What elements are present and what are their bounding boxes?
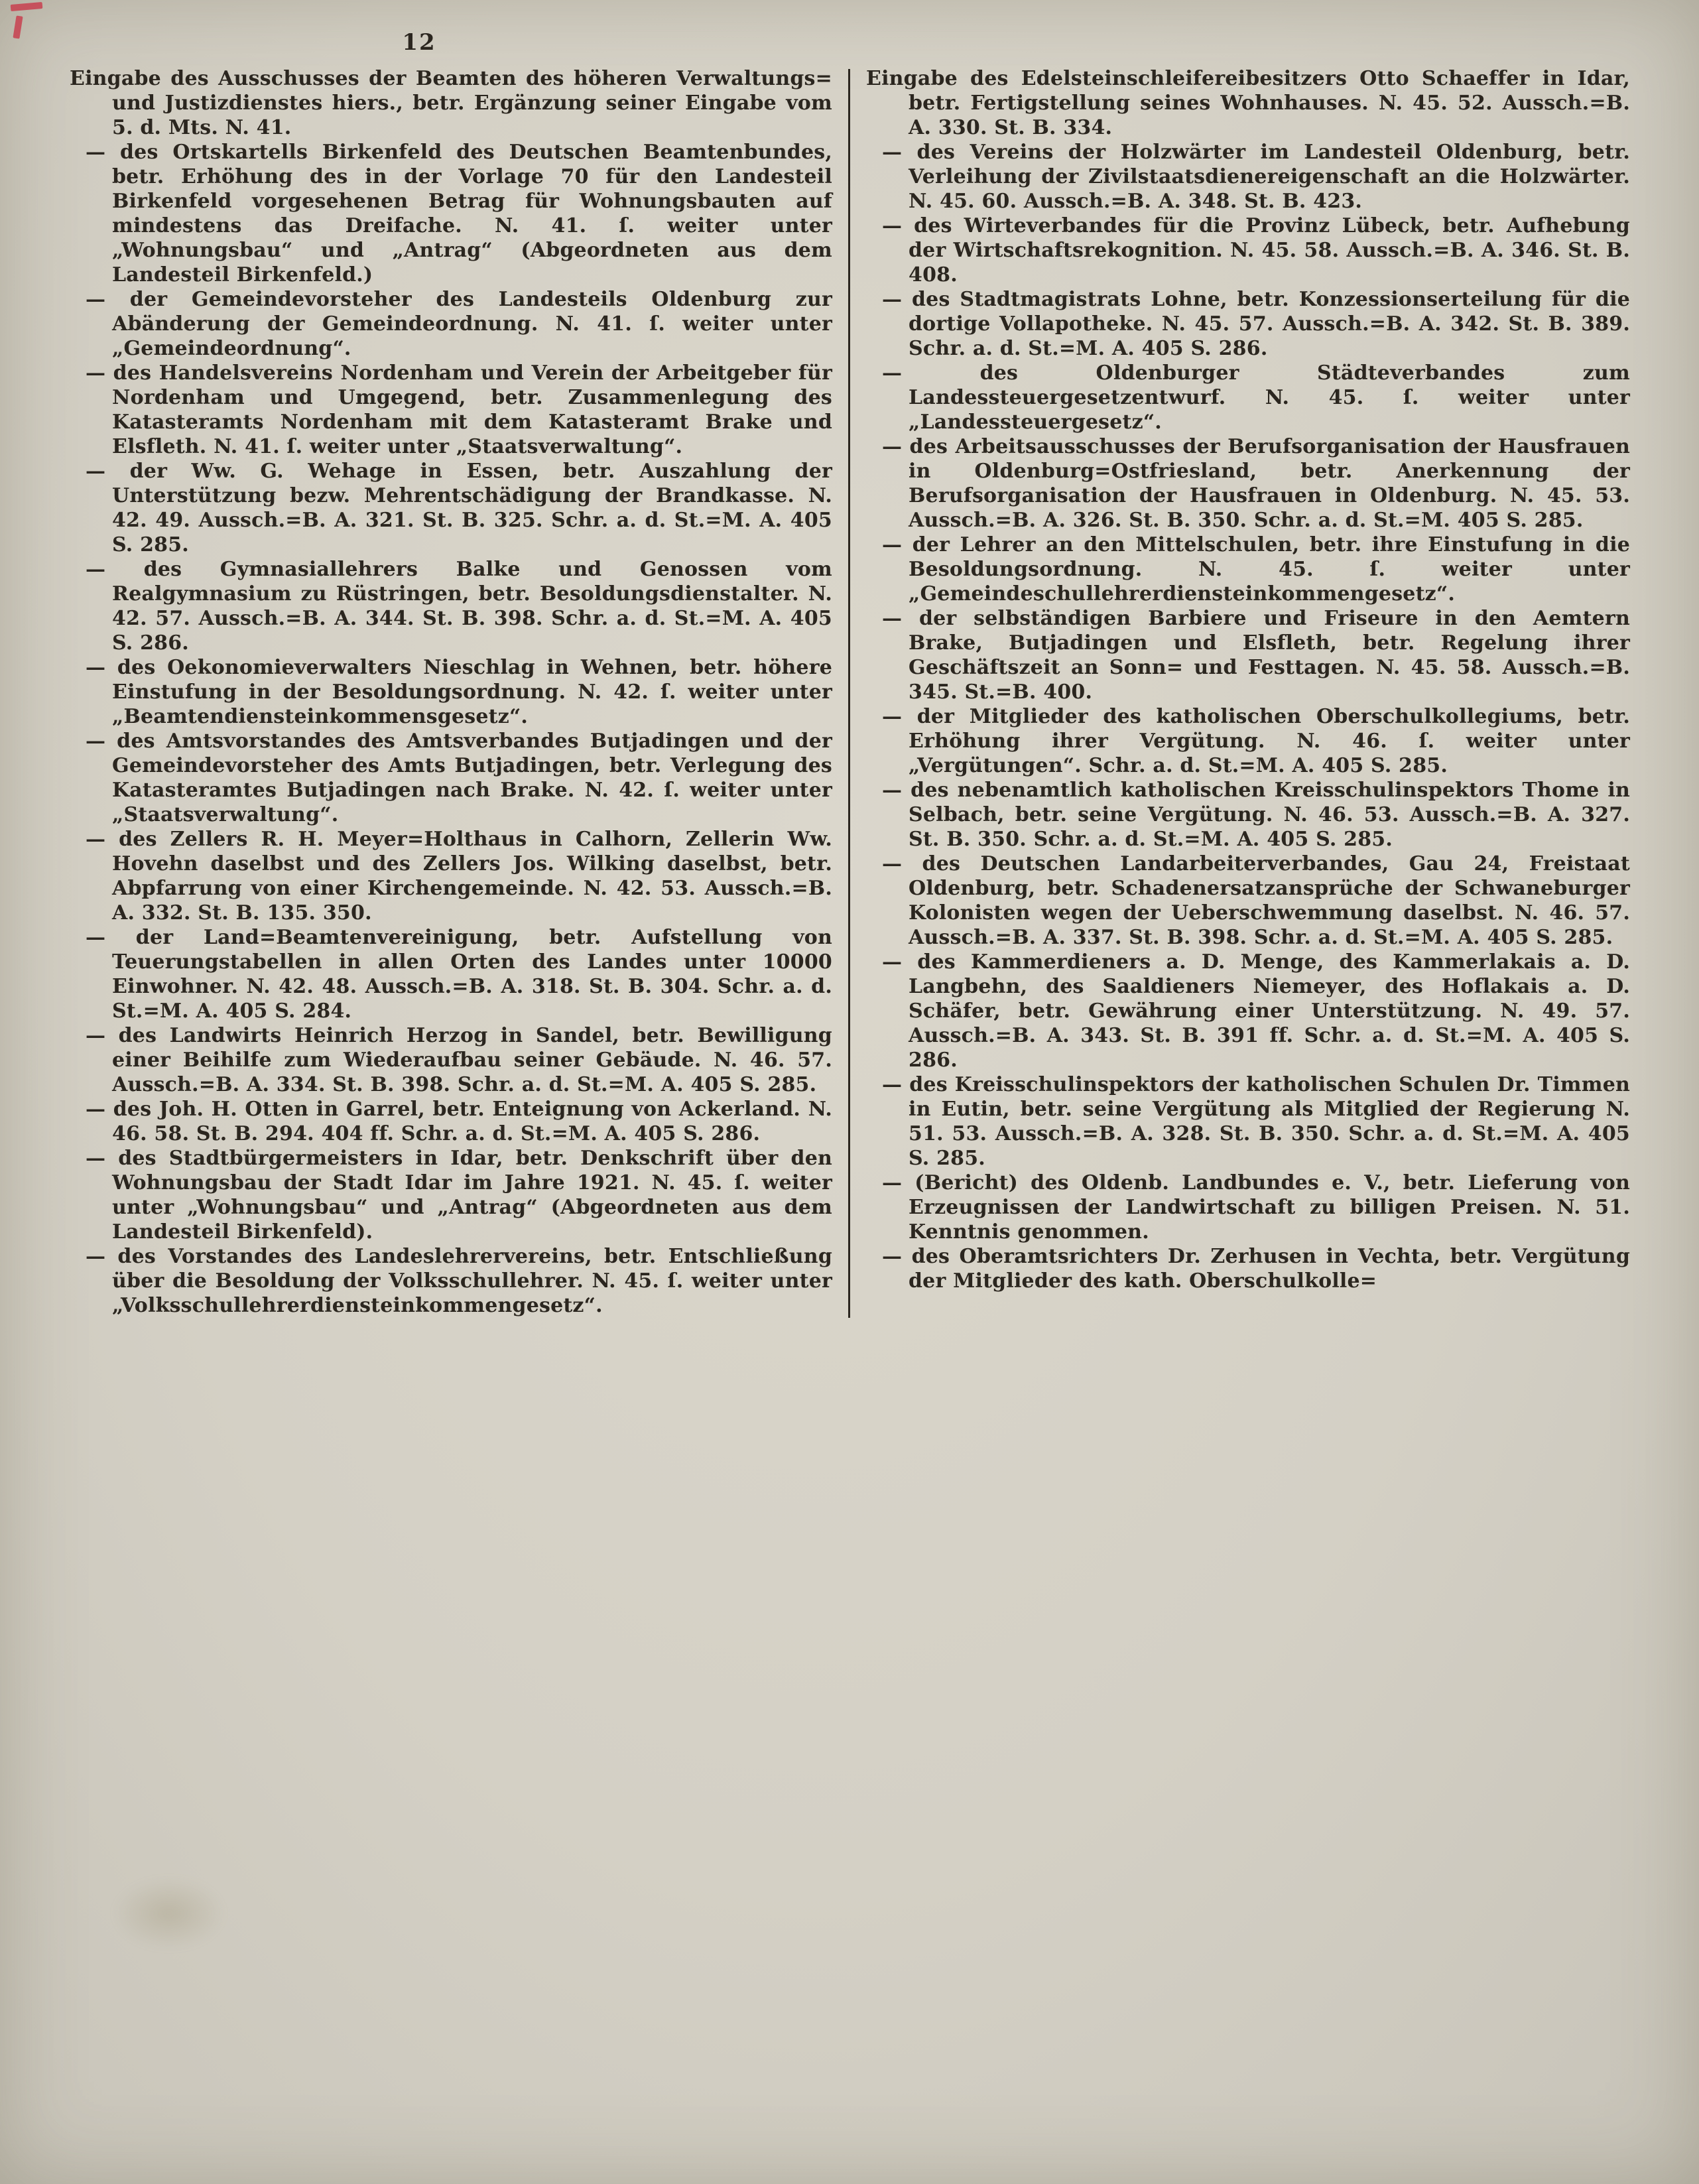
register-entry: — des nebenamtlich katholischen Kreisschulinspektors Thome in Selbach, betr. seine Vergütung. N. 46. 53. Aussch.=B. A. 327. St. B. 350. Schr. a. d. St.=M. A. 405 S. 285.: [882, 779, 1630, 851]
page-number: 12: [402, 29, 436, 56]
register-entry: — der selbständigen Barbiere und Friseure in den Aemtern Brake, Butjadingen und Elsfleth, betr. Regelung ihrer Geschäftszeit an Sonn= und Festtagen. N. 45. 58. Aussch.=B. 345. St.=B. 400.: [882, 607, 1630, 704]
register-entry: — des Stadtmagistrats Lohne, betr. Konzessionserteilung für die dortige Vollapotheke. N. 45. 57. Aussch.=B. A. 342. St. B. 389. Schr. a. d. St.=M. A. 405 S. 286.: [882, 288, 1630, 360]
register-entry: — des Kammerdieners a. D. Menge, des Kammerlakais a. D. Langbehn, des Saaldieners Niemeyer, des Hoflakais a. D. Schäfer, betr. Gewährung einer Unterstützung. N. 49. 57. Aussch.=B. A. 343. St. B. 391 ff. Schr. a. d. St.=M. A. 405 S. 286.: [882, 950, 1630, 1072]
register-entry: — des Vereins der Holzwärter im Landesteil Oldenburg, betr. Verleihung der Zivilstaatsdienereigenschaft an die Holzwärter. N. 45. 60. Aussch.=B. A. 348. St. B. 423.: [882, 141, 1630, 213]
register-entry: — der Mitglieder des katholischen Oberschulkollegiums, betr. Erhöhung ihrer Vergütung. N. 46. ſ. weiter unter „Vergütungen“. Schr. a. d. St.=M. A. 405 S. 285.: [882, 705, 1630, 777]
two-column-register: [70, 66, 1632, 1318]
register-entry: — des Joh. H. Otten in Garrel, betr. Enteignung von Ackerland. N. 46. 58. St. B. 294. 404 ff. Schr. a. d. St.=M. A. 405 S. 286.: [86, 1098, 832, 1145]
register-entry: — der Lehrer an den Mittelschulen, betr. ihre Einstufung in die Besoldungsordnung. N. 45. ſ. weiter unter „Gemeindeschullehrerdiensteinkommengesetz“.: [882, 533, 1630, 606]
register-entry: — des Wirteverbandes für die Provinz Lübeck, betr. Aufhebung der Wirtschaftsrekognition. N. 45. 58. Aussch.=B. A. 346. St. B. 408.: [882, 214, 1630, 287]
register-entry: — des Deutschen Landarbeiterverbandes, Gau 24, Freistaat Oldenburg, betr. Schadenersatzansprüche der Schwaneburger Kolonisten wegen der Ueberschwemmung daselbst. N. 46. 57. Aussch.=B. A. 337. St. B. 398. Schr. a. d. St.=M. A. 405 S. 285.: [882, 852, 1630, 949]
red-corner-mark: [13, 15, 23, 38]
paper-stain: [113, 1877, 225, 1950]
register-entry: — des Zellers R. H. Meyer=Holthaus in Calhorn, Zellerin Ww. Hovehn daselbst und des Zellers Jos. Wilking daselbst, betr. Abpfarrung von einer Kirchengemeinde. N. 42. 53. Aussch.=B. A. 332. St. B. 135. 350.: [86, 828, 832, 925]
register-entry: — des Kreisschulinspektors der katholischen Schulen Dr. Timmen in Eutin, betr. seine Vergütung als Mitglied der Regierung N. 51. 53. Aussch.=B. A. 328. St. B. 350. Schr. a. d. St.=M. A. 405 S. 285.: [882, 1073, 1630, 1170]
register-entry: — des Arbeitsausschusses der Berufsorganisation der Hausfrauen in Oldenburg=Ostfriesland, betr. Anerkennung der Berufsorganisation der Hausfrauen in Oldenburg. N. 45. 53. Aussch.=B. A. 326. St. B. 350. Schr. a. d. St.=M. 405 S. 285.: [882, 435, 1630, 532]
register-entry: — des Oberamtsrichters Dr. Zerhusen in Vechta, betr. Vergütung der Mitglieder des kath. Oberschulkolle=: [882, 1245, 1630, 1293]
left-column: [70, 66, 832, 1318]
register-entry: — der Gemeindevorsteher des Landesteils Oldenburg zur Abänderung der Gemeindeordnung. N. 41. ſ. weiter unter „Gemeindeordnung“.: [86, 288, 832, 360]
right-column: [866, 66, 1630, 1318]
register-entry: — des Landwirts Heinrich Herzog in Sandel, betr. Bewilligung einer Beihilfe zum Wiederaufbau seiner Gebäude. N. 46. 57. Aussch.=B. A. 334. St. B. 398. Schr. a. d. St.=M. A. 405 S. 285.: [86, 1024, 832, 1096]
red-corner-mark: [11, 2, 43, 11]
register-entry: — der Ww. G. Wehage in Essen, betr. Auszahlung der Unterstützung bezw. Mehrentschädigung der Brandkasse. N. 42. 49. Aussch.=B. A. 321. St. B. 325. Schr. a. d. St.=M. A. 405 S. 285.: [86, 460, 832, 556]
column-divider: [848, 69, 850, 1318]
register-entry: — der Land=Beamtenvereinigung, betr. Aufstellung von Teuerungstabellen in allen Orten des Landes unter 10000 Einwohner. N. 42. 48. Aussch.=B. A. 318. St. B. 304. Schr. a. d. St.=M. A. 405 S. 284.: [86, 926, 832, 1023]
register-entry: — des Handelsvereins Nordenham und Verein der Arbeitgeber für Nordenham und Umgegend, betr. Zusammenlegung des Katasteramts Nordenham mit dem Katasteramt Brake und Elsfleth. N. 41. ſ. weiter unter „Staatsverwaltung“.: [86, 361, 832, 458]
register-entry: Eingabe des Ausschusses der Beamten des höheren Verwaltungs= und Justizdienstes hiers., betr. Ergänzung seiner Eingabe vom 5. d. Mts. N. 41.: [70, 67, 832, 139]
register-entry: Eingabe des Edelsteinschleifereibesitzers Otto Schaeffer in Idar, betr. Fertigstellung seines Wohnhauses. N. 45. 52. Aussch.=B. A. 330. St. B. 334.: [866, 67, 1630, 139]
register-entry: — des Ortskartells Birkenfeld des Deutschen Beamtenbundes, betr. Erhöhung des in der Vorlage 70 für den Landesteil Birkenfeld vorgesehenen Betrag für Wohnungsbauten auf mindestens das Dreifache. N. 41. ſ. weiter unter „Wohnungsbau“ und „Antrag“ (Abgeordneten aus dem Landesteil Birkenfeld.): [86, 141, 832, 287]
register-entry: — des Vorstandes des Landeslehrervereins, betr. Entschließung über die Besoldung der Volksschullehrer. N. 45. ſ. weiter unter „Volksschullehrerdiensteinkommengesetz“.: [86, 1245, 832, 1317]
register-entry: — des Gymnasiallehrers Balke und Genossen vom Realgymnasium zu Rüstringen, betr. Besoldungsdienstalter. N. 42. 57. Aussch.=B. A. 344. St. B. 398. Schr. a. d. St.=M. A. 405 S. 286.: [86, 558, 832, 655]
register-entry: — des Amtsvorstandes des Amtsverbandes Butjadingen und der Gemeindevorsteher des Amts Butjadingen, betr. Verlegung des Katasteramtes Butjadingen nach Brake. N. 42. ſ. weiter unter „Staatsverwaltung“.: [86, 730, 832, 826]
register-entry: — des Stadtbürgermeisters in Idar, betr. Denkschrift über den Wohnungsbau der Stadt Idar im Jahre 1921. N. 45. ſ. weiter unter „Wohnungsbau“ und „Antrag“ (Abgeordneten aus dem Landesteil Birkenfeld).: [86, 1147, 832, 1244]
register-entry: — des Oldenburger Städteverbandes zum Landessteuergesetzentwurf. N. 45. ſ. weiter unter „Landessteuergesetz“.: [882, 361, 1630, 434]
register-entry: — (Bericht) des Oldenb. Landbundes e. V., betr. Lieferung von Erzeugnissen der Landwirtschaft zu billigen Preisen. N. 51. Kenntnis genommen.: [882, 1171, 1630, 1244]
register-entry: — des Oekonomieverwalters Nieschlag in Wehnen, betr. höhere Einstufung in der Besoldungsordnung. N. 42. ſ. weiter unter „Beamtendiensteinkommensgesetz“.: [86, 656, 832, 728]
